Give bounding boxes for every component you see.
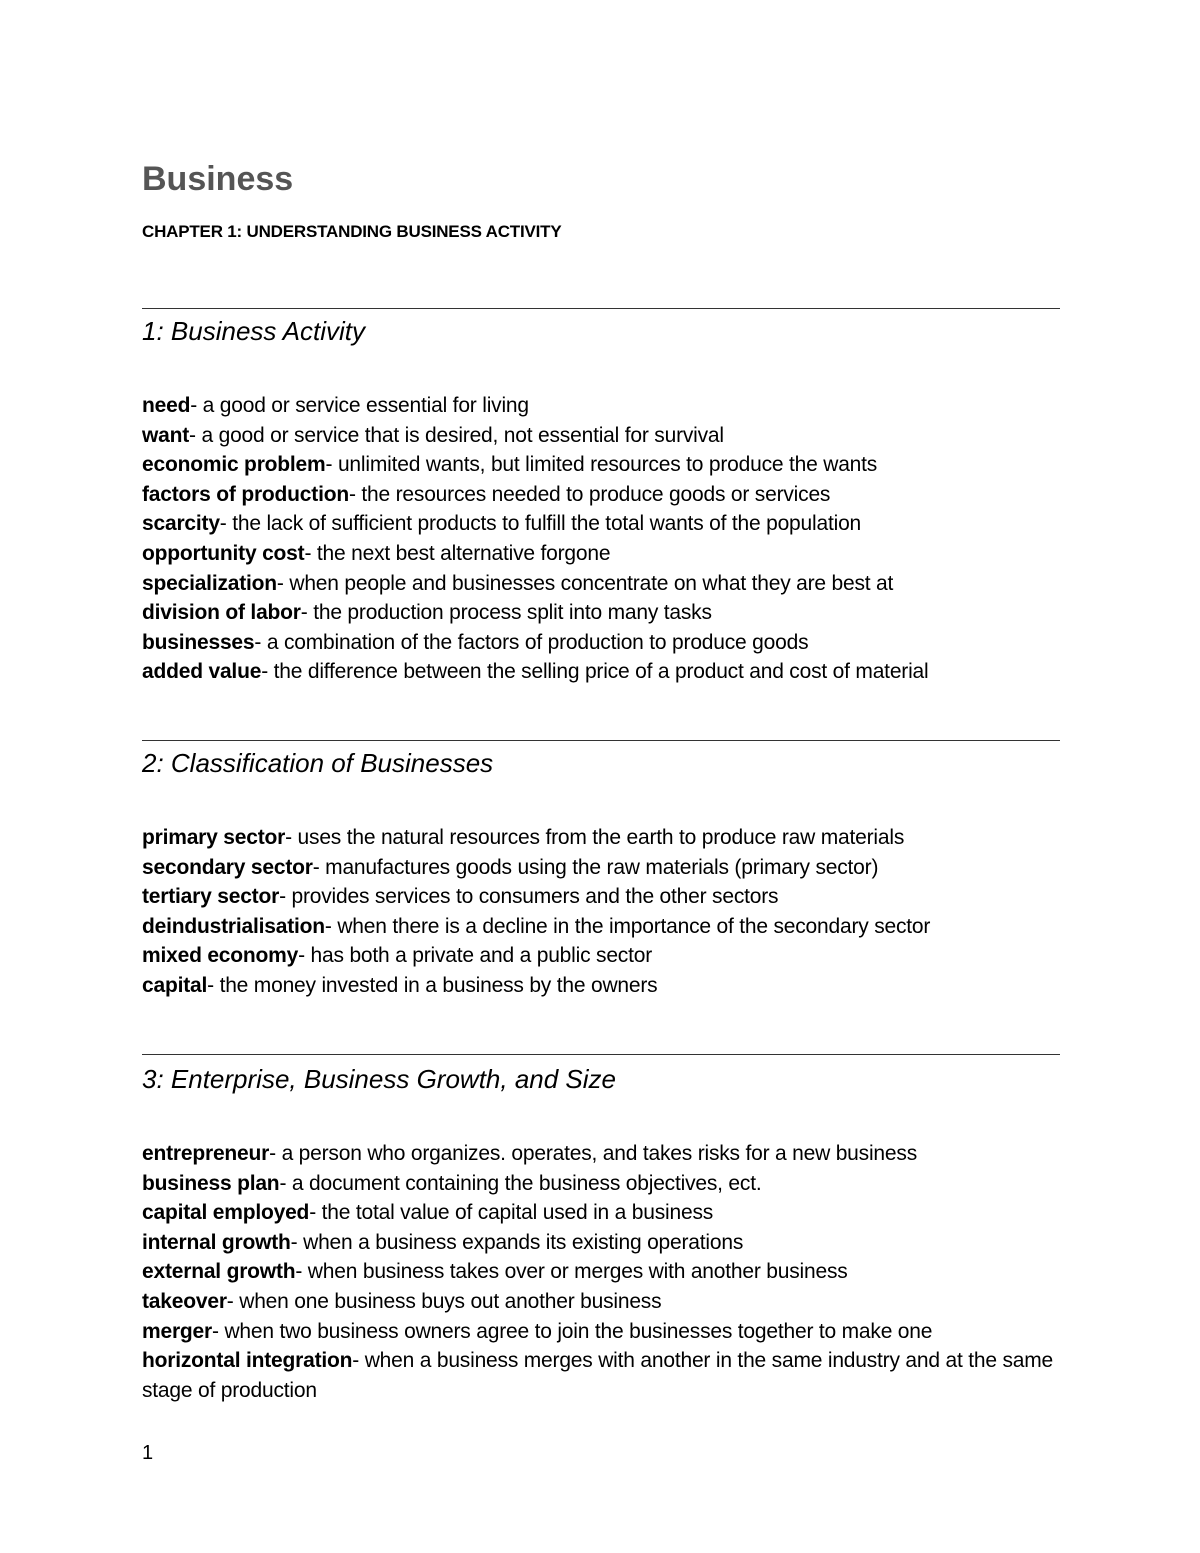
glossary-definition: - manufactures goods using the raw materials (primary sector) — [312, 855, 879, 879]
glossary-list — [142, 823, 1060, 1001]
glossary-definition: - the resources needed to produce goods or services — [348, 482, 831, 506]
glossary-entry — [142, 1257, 1060, 1287]
glossary-definition: - a good or service that is desired, not essential for survival — [189, 423, 724, 447]
glossary-definition: - a document containing the business objectives, ect. — [279, 1171, 762, 1195]
glossary-definition: - when a business expands its existing operations — [290, 1230, 744, 1254]
glossary-term: merger — [142, 1319, 213, 1343]
glossary-definition: - the lack of sufficient products to fulfill the total wants of the population — [219, 512, 862, 536]
glossary-entry — [142, 480, 1060, 510]
section-heading: 3: Enterprise, Business Growth, and Size — [142, 1064, 617, 1094]
glossary-definition: - when business takes over or merges with another business — [295, 1260, 848, 1284]
glossary-entry — [142, 421, 1060, 451]
glossary-definition: - the next best alternative forgone — [304, 541, 611, 565]
page-number: 1 — [142, 1442, 154, 1464]
glossary-term: businesses — [142, 630, 255, 654]
glossary-term: added value — [142, 660, 262, 684]
glossary-entry — [142, 628, 1060, 658]
glossary-term: want — [142, 423, 190, 447]
section-divider — [142, 1054, 1060, 1055]
glossary-definition: - unlimited wants, but limited resources to produce the wants — [325, 453, 878, 477]
section-divider — [142, 740, 1060, 741]
glossary-definition: - provides services to consumers and the other sectors — [279, 885, 779, 909]
glossary-definition: - a person who organizes. operates, and takes risks for a new business — [269, 1142, 917, 1165]
glossary-definition: - a combination of the factors of production to produce goods — [254, 630, 809, 654]
glossary-term: division of labor — [142, 601, 301, 625]
glossary-entry — [142, 657, 1060, 687]
glossary-entry — [142, 882, 1060, 912]
glossary-term: capital employed — [142, 1201, 310, 1225]
glossary-entry — [142, 1169, 1060, 1199]
glossary-term: takeover — [142, 1289, 227, 1313]
glossary-entry — [142, 971, 1060, 1001]
glossary-term: primary sector — [142, 826, 286, 849]
glossary-term: internal growth — [142, 1230, 291, 1254]
glossary-definition: - the difference between the selling price of a product and cost of material — [261, 660, 929, 684]
section-enterprise-growth-size — [142, 1054, 1060, 1405]
glossary-entry — [142, 1228, 1060, 1258]
glossary-term: need — [142, 394, 191, 417]
section-divider — [142, 308, 1060, 309]
section-heading: 1: Business Activity — [142, 316, 366, 346]
page-title: Business — [142, 160, 294, 198]
glossary-term: mixed economy — [142, 944, 299, 968]
glossary-list — [142, 391, 1060, 687]
glossary-term: deindustrialisation — [142, 914, 325, 938]
glossary-term: specialization — [142, 571, 277, 595]
glossary-definition: - has both a private and a public sector — [298, 944, 653, 968]
glossary-entry — [142, 450, 1060, 480]
glossary-entry — [142, 1287, 1060, 1317]
glossary-entry — [142, 941, 1060, 971]
glossary-list — [142, 1139, 1060, 1405]
glossary-entry — [142, 1346, 1060, 1405]
glossary-definition: - when people and businesses concentrate on what they are best at — [276, 571, 894, 595]
glossary-term: business plan — [142, 1171, 280, 1195]
glossary-definition: - uses the natural resources from the earth to produce raw materials — [285, 826, 905, 849]
glossary-term: factors of production — [142, 482, 349, 506]
glossary-term: opportunity cost — [142, 541, 305, 565]
glossary-term: external growth — [142, 1260, 296, 1284]
chapter-heading: CHAPTER 1: UNDERSTANDING BUSINESS ACTIVITY — [142, 222, 562, 241]
glossary-entry — [142, 1198, 1060, 1228]
section-business-activity — [142, 308, 1060, 687]
glossary-term: horizontal integration — [142, 1349, 353, 1373]
glossary-definition: - a good or service essential for living — [190, 394, 529, 417]
glossary-term: scarcity — [142, 512, 220, 536]
glossary-entry — [142, 912, 1060, 942]
glossary-entry — [142, 823, 1060, 853]
glossary-term: economic problem — [142, 453, 326, 477]
glossary-definition: - when there is a decline in the importance of the secondary sector — [324, 914, 931, 938]
glossary-definition: - the total value of capital used in a business — [309, 1201, 714, 1225]
glossary-term: entrepreneur — [142, 1142, 270, 1165]
glossary-term: capital — [142, 973, 208, 997]
glossary-entry — [142, 853, 1060, 883]
glossary-entry — [142, 509, 1060, 539]
section-classification-of-businesses — [142, 740, 1060, 1001]
section-heading: 2: Classification of Businesses — [142, 748, 494, 778]
glossary-entry — [142, 1317, 1060, 1347]
glossary-entry — [142, 391, 1060, 421]
glossary-entry — [142, 569, 1060, 599]
glossary-entry — [142, 1139, 1060, 1169]
glossary-entry — [142, 598, 1060, 628]
glossary-term: tertiary sector — [142, 885, 280, 909]
glossary-definition: - when a business merges with another in the same industry and at the same stage of production — [142, 1349, 1054, 1402]
glossary-entry — [142, 539, 1060, 569]
glossary-definition: - the production process split into many tasks — [300, 601, 712, 625]
glossary-term: secondary sector — [142, 855, 313, 879]
glossary-definition: - when one business buys out another business — [226, 1289, 662, 1313]
glossary-definition: - when two business owners agree to join the businesses together to make one — [212, 1319, 933, 1343]
glossary-definition: - the money invested in a business by the owners — [207, 973, 658, 997]
